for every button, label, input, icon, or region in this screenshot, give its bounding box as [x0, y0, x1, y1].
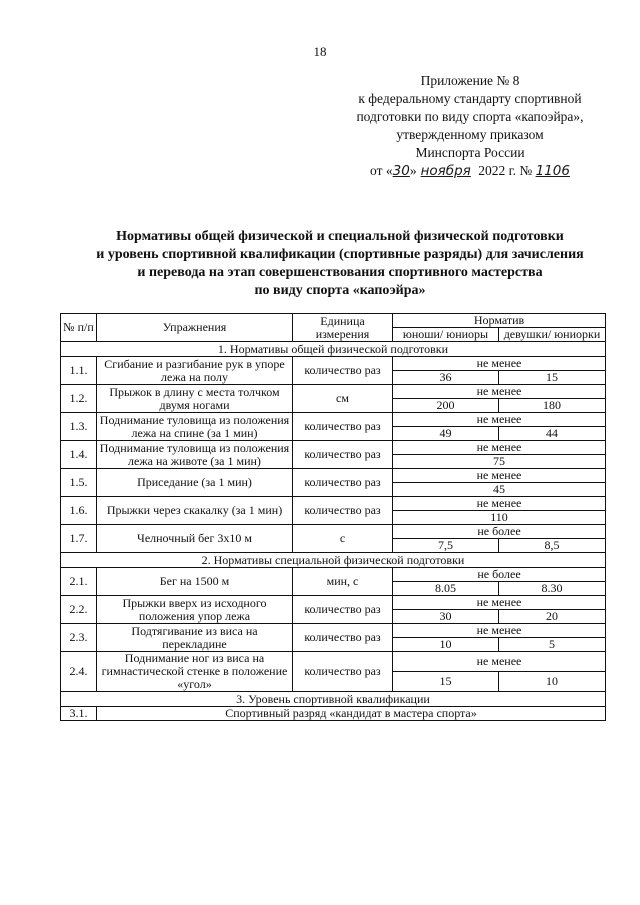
header-exercise: Упражнения	[97, 314, 293, 342]
norm-value-girls: 8.30	[499, 582, 606, 596]
norm-value-girls: 8,5	[499, 539, 606, 553]
table-row	[61, 385, 606, 399]
table-row	[61, 596, 606, 610]
norm-condition: не менее	[393, 357, 606, 371]
header-boys: юноши/ юниоры	[393, 328, 499, 342]
row-number: 2.1.	[61, 568, 97, 596]
header-unit: Единица измерения	[293, 314, 393, 342]
norm-value-girls: 20	[499, 610, 606, 624]
norm-value-boys: 200	[393, 399, 499, 413]
appendix-line: утвержденному приказом	[396, 127, 544, 142]
norm-value-girls: 5	[499, 638, 606, 652]
unit: количество раз	[293, 413, 393, 441]
row-number: 1.5.	[61, 469, 97, 497]
norm-value-girls: 10	[499, 672, 606, 692]
unit: количество раз	[293, 596, 393, 624]
qualification-text: Спортивный разряд «кандидат в мастера спорта»	[97, 707, 606, 721]
handwritten-month: ноября	[420, 163, 471, 179]
title-line: и перевода на этап совершенствования спортивного мастерства	[137, 265, 543, 280]
header-girls: девушки/ юниорки	[499, 328, 606, 342]
table-row	[61, 357, 606, 371]
table-row	[61, 568, 606, 582]
unit: количество раз	[293, 497, 393, 525]
unit: количество раз	[293, 624, 393, 652]
unit: количество раз	[293, 357, 393, 385]
norm-value-girls: 44	[499, 427, 606, 441]
norm-value-boys: 8.05	[393, 582, 499, 596]
appendix-title: Приложение № 8	[420, 73, 520, 88]
header-num: № п/п	[61, 314, 97, 342]
exercise-name: Прыжок в длину с места толчком двумя ногами	[97, 385, 293, 413]
row-number: 1.2.	[61, 385, 97, 413]
row-number: 1.1.	[61, 357, 97, 385]
table-row	[61, 624, 606, 638]
norm-condition: не менее	[393, 413, 606, 427]
norm-condition: не менее	[393, 624, 606, 638]
norm-value-boys: 49	[393, 427, 499, 441]
norm-condition: не менее	[393, 497, 606, 511]
table-row	[61, 413, 606, 427]
norm-value-both: 110	[393, 511, 606, 525]
section-row	[61, 553, 606, 568]
table-header-row	[61, 314, 606, 328]
section-title: 3. Уровень спортивной квалификации	[61, 692, 606, 707]
row-number: 2.4.	[61, 652, 97, 692]
row-number: 1.6.	[61, 497, 97, 525]
exercise-name: Подтягивание из виса на перекладине	[97, 624, 293, 652]
exercise-name: Челночный бег 3x10 м	[97, 525, 293, 553]
norm-condition: не менее	[393, 652, 606, 672]
norm-condition: не менее	[393, 469, 606, 483]
norm-condition: не менее	[393, 441, 606, 455]
order-date-line	[330, 162, 610, 180]
table-row	[61, 441, 606, 455]
exercise-name: Поднимание ног из виса на гимнастической стенке в положение «угол»	[97, 652, 293, 692]
table-row	[61, 469, 606, 483]
table-row	[61, 707, 606, 721]
table-row	[61, 497, 606, 511]
table-row	[61, 525, 606, 539]
section-row	[61, 342, 606, 357]
section-row	[61, 692, 606, 707]
table-row	[61, 652, 606, 672]
row-number: 2.2.	[61, 596, 97, 624]
title-line: Нормативы общей физической и специальной физической подготовки	[116, 229, 564, 244]
norm-value-girls: 180	[499, 399, 606, 413]
row-number: 1.7.	[61, 525, 97, 553]
title-line: по виду спорта «капоэйра»	[254, 283, 426, 298]
unit: количество раз	[293, 441, 393, 469]
norm-condition: не менее	[393, 596, 606, 610]
appendix-line: Минспорта России	[415, 145, 525, 160]
norm-value-boys: 7,5	[393, 539, 499, 553]
exercise-name: Сгибание и разгибание рук в упоре лежа на полу	[97, 357, 293, 385]
section-title: 2. Нормативы специальной физической подготовки	[61, 553, 606, 568]
exercise-name: Прыжки через скакалку (за 1 мин)	[97, 497, 293, 525]
unit: мин, с	[293, 568, 393, 596]
norms-table	[60, 313, 606, 721]
norm-condition: не более	[393, 568, 606, 582]
date-year: 2022 г. №	[478, 163, 533, 178]
appendix-line: к федеральному стандарту спортивной	[358, 91, 582, 106]
date-prefix: от «	[370, 163, 393, 178]
unit: см	[293, 385, 393, 413]
handwritten-order-number: 1106	[535, 163, 570, 179]
document-title	[40, 228, 640, 300]
exercise-name: Поднимание туловища из положения лежа на спине (за 1 мин)	[97, 413, 293, 441]
exercise-name: Бег на 1500 м	[97, 568, 293, 596]
norm-value-boys: 36	[393, 371, 499, 385]
handwritten-day: 30	[392, 163, 410, 179]
unit: количество раз	[293, 652, 393, 692]
appendix-header	[330, 72, 610, 180]
row-number: 3.1.	[61, 707, 97, 721]
unit: с	[293, 525, 393, 553]
row-number: 1.3.	[61, 413, 97, 441]
norm-condition: не более	[393, 525, 606, 539]
unit: количество раз	[293, 469, 393, 497]
page-number: 18	[313, 44, 327, 59]
row-number: 2.3.	[61, 624, 97, 652]
header-norm: Норматив	[393, 314, 606, 328]
norm-value-both: 75	[393, 455, 606, 469]
norm-value-boys: 15	[393, 672, 499, 692]
date-mid: »	[409, 163, 417, 178]
norm-value-both: 45	[393, 483, 606, 497]
norm-value-boys: 10	[393, 638, 499, 652]
title-line: и уровень спортивной квалификации (спортивные разряды) для зачисления	[96, 247, 584, 262]
exercise-name: Поднимание туловища из положения лежа на животе (за 1 мин)	[97, 441, 293, 469]
exercise-name: Приседание (за 1 мин)	[97, 469, 293, 497]
section-title: 1. Нормативы общей физической подготовки	[61, 342, 606, 357]
row-number: 1.4.	[61, 441, 97, 469]
norm-value-girls: 15	[499, 371, 606, 385]
appendix-line: подготовки по виду спорта «капоэйра»,	[356, 109, 584, 124]
norm-condition: не менее	[393, 385, 606, 399]
exercise-name: Прыжки вверх из исходного положения упор лежа	[97, 596, 293, 624]
norm-value-boys: 30	[393, 610, 499, 624]
